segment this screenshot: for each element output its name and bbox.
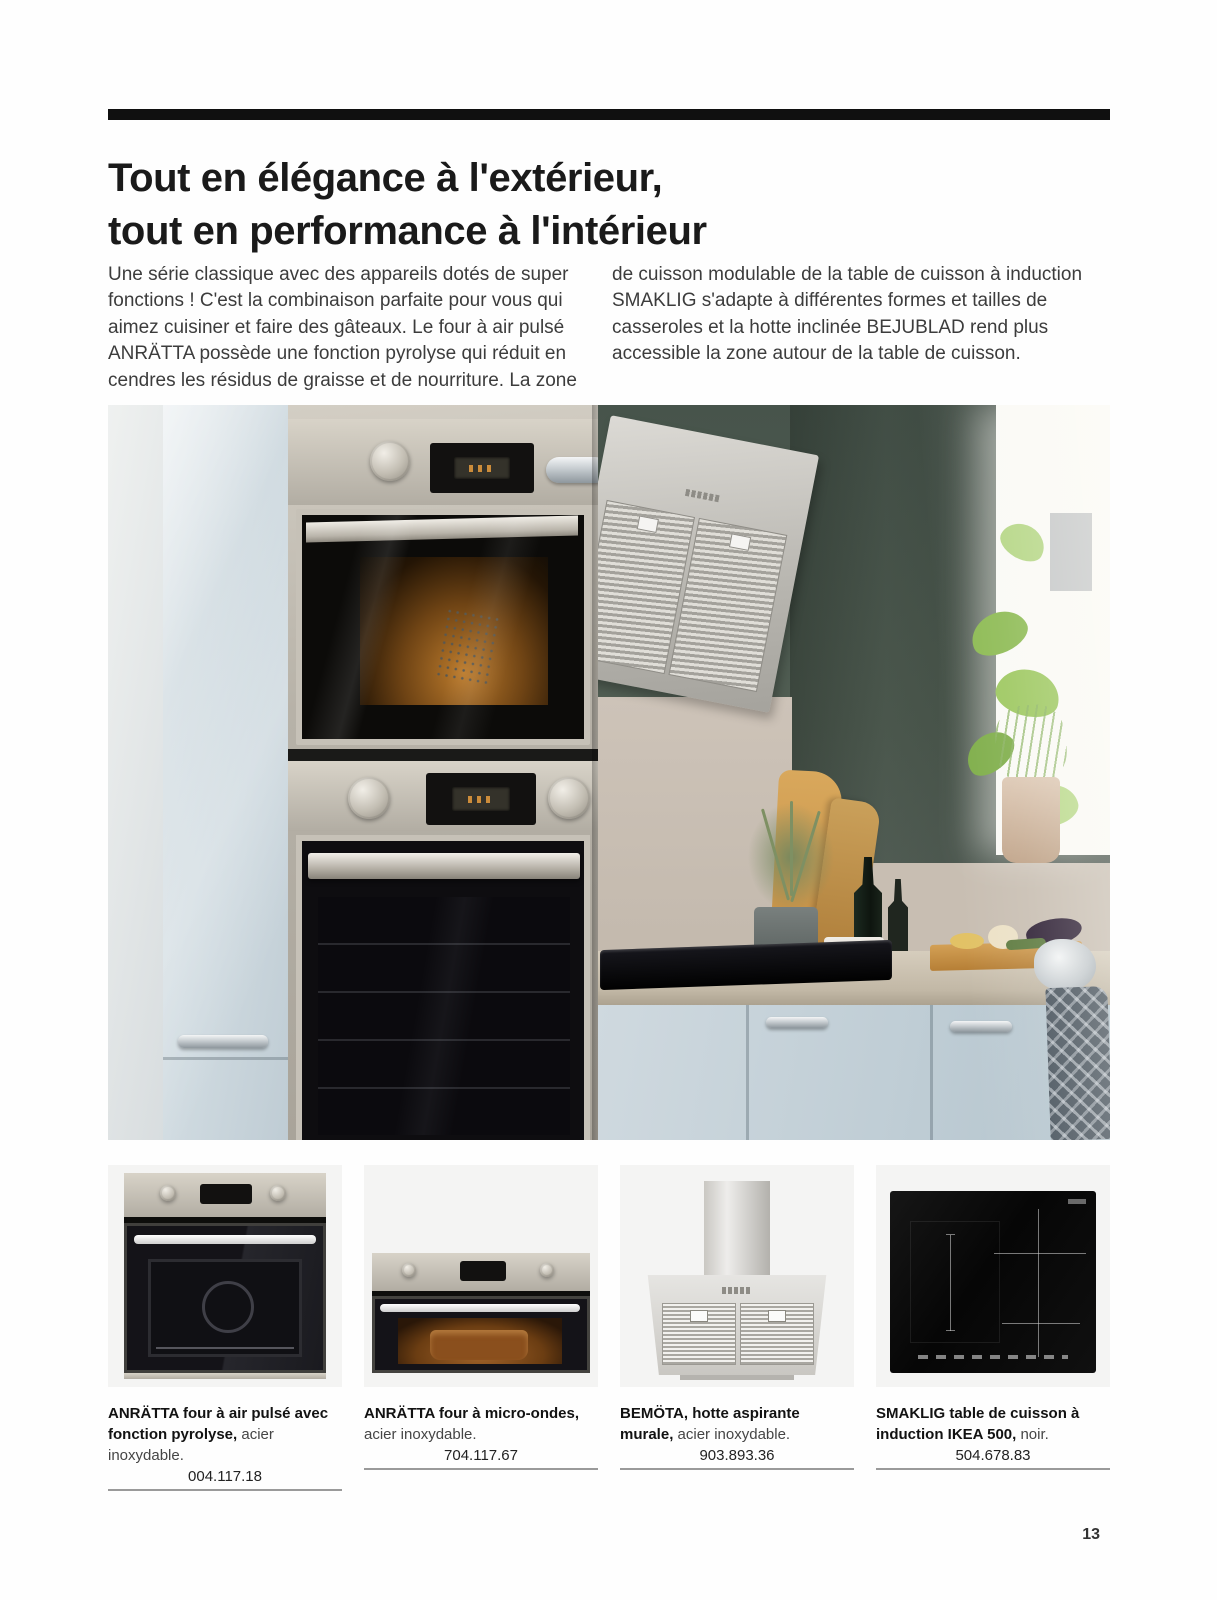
hero-kitchen-photo <box>108 405 1110 1140</box>
chopped-vegetables <box>950 933 984 949</box>
product-image-microwave <box>364 1165 598 1387</box>
product-image-hob <box>876 1165 1110 1387</box>
page-title-line1: Tout en élégance à l'extérieur, <box>108 156 663 200</box>
product-caption <box>108 1403 342 1466</box>
microwave-thumb-handle <box>380 1304 580 1312</box>
microwave-thumb-knob <box>402 1263 416 1277</box>
hob-thumb-cross-line <box>1038 1209 1039 1357</box>
hob-thumb-logo <box>1068 1199 1086 1204</box>
microwave-glass-reflection <box>302 515 584 739</box>
page-title-line2: tout en performance à l'intérieur <box>108 209 707 253</box>
product-caption <box>364 1403 598 1445</box>
product-caption <box>620 1403 854 1445</box>
hob-thumb-cross-line <box>994 1253 1086 1254</box>
product-card-smaklig-hob <box>876 1165 1110 1470</box>
oven-display-screen <box>452 787 510 811</box>
cabinet-reflection <box>163 405 288 1140</box>
hood-thumb-base <box>680 1375 794 1380</box>
product-finish: acier inoxydable. <box>364 1426 477 1443</box>
microwave-thumb-knob <box>540 1263 554 1277</box>
drawer-handle <box>950 1021 1012 1032</box>
oven-thumb-knob <box>160 1185 176 1201</box>
hood-logo <box>685 489 720 502</box>
product-card-anratta-oven <box>108 1165 342 1491</box>
kitchen-towel <box>1045 986 1110 1140</box>
top-rule-bar <box>108 109 1110 120</box>
white-wall <box>108 405 163 1140</box>
product-image-hood <box>620 1165 854 1387</box>
oven-thumb-base <box>124 1373 326 1379</box>
cabinet-seam <box>746 1005 749 1140</box>
oven-knob-right <box>548 777 590 819</box>
product-card-bemota-hood <box>620 1165 854 1470</box>
windowsill-plant-pot <box>1002 777 1060 863</box>
oven-thumb-handle <box>134 1235 316 1244</box>
oven-thumb-knob <box>270 1185 286 1201</box>
window-fixture <box>1050 513 1092 591</box>
base-cabinets <box>598 1005 1110 1140</box>
caption-rule <box>364 1468 598 1470</box>
cabinet-seam <box>163 1057 288 1060</box>
article-number: 704.117.67 <box>444 1447 518 1464</box>
product-name: SMAKLIG table de cuisson à induction IKEA 500, <box>876 1405 1080 1443</box>
caption-rule <box>620 1468 854 1470</box>
cabinet-handle <box>178 1035 268 1048</box>
product-finish: noir. <box>1020 1426 1049 1443</box>
oven-thumb-display <box>200 1184 252 1204</box>
kitchen-corner-scene <box>598 405 1110 1140</box>
microwave-knob <box>370 441 410 481</box>
product-name: BEMÖTA, hotte aspirante murale, <box>620 1405 800 1443</box>
oven-handle <box>308 853 580 879</box>
oven-thumb-rack <box>156 1347 294 1349</box>
hob-thumb-zone-line <box>950 1235 951 1331</box>
product-finish: acier inoxydable. <box>108 1426 274 1464</box>
oven-thumb-fan <box>202 1281 254 1333</box>
article-number: 504.678.83 <box>955 1447 1031 1464</box>
appliance-gap <box>288 749 598 761</box>
hood-thumb-chimney <box>704 1181 770 1275</box>
hob-thumb-controls <box>918 1355 1068 1359</box>
herb-stem <box>790 801 793 896</box>
product-finish: acier inoxydable. <box>677 1426 791 1443</box>
product-card-anratta-microwave <box>364 1165 598 1470</box>
intro-paragraph-left: Une série classique avec des appareils dotés de super fonctions ! C'est la combinaison parfaite pour vous qui aimez cuisiner et faire des gâteaux. Le four à air pulsé ANRÄTTA possède une fonction pyrolyse qui réduit en cendres les résidus de graisse et de nourriture. La zone <box>108 264 577 391</box>
oven-knob-left <box>348 777 390 819</box>
product-name: ANRÄTTA four à air pulsé avec fonction pyrolyse, <box>108 1405 329 1443</box>
intro-paragraph-right: de cuisson modulable de la table de cuisson à induction SMAKLIG s'adapte à différentes formes et tailles de casseroles et la hotte inclinée BEJUBLAD rend plus accessible la zone autour de la table de cuisson. <box>612 264 1083 365</box>
hood-thumb-logo <box>722 1287 752 1294</box>
hood-thumb-filter <box>740 1303 814 1365</box>
article-number: 004.117.18 <box>188 1468 262 1485</box>
microwave-thumb-display <box>460 1261 506 1281</box>
caption-rule <box>108 1489 342 1491</box>
page-title <box>108 152 1108 258</box>
article-number: 903.893.36 <box>699 1447 775 1464</box>
drawer-handle <box>766 1017 828 1028</box>
page-number: 13 <box>1082 1526 1100 1543</box>
caption-rule <box>876 1468 1110 1470</box>
hood-thumb-filter <box>662 1303 736 1365</box>
hob-thumb-zone-tick <box>946 1234 955 1235</box>
microwave-thumb-dish <box>430 1330 528 1360</box>
foil-package <box>1034 939 1096 991</box>
product-image-oven <box>108 1165 342 1387</box>
oven-door-glass <box>318 897 570 1135</box>
product-caption <box>876 1403 1110 1445</box>
microwave-display-screen <box>454 457 510 479</box>
hob-thumb-zone-outline <box>910 1221 1000 1343</box>
cabinet-seam <box>930 1005 933 1140</box>
product-name: ANRÄTTA four à micro-ondes, <box>364 1405 580 1422</box>
hob-thumb-cross-line <box>1002 1323 1080 1324</box>
hob-thumb-zone-tick <box>946 1330 955 1331</box>
